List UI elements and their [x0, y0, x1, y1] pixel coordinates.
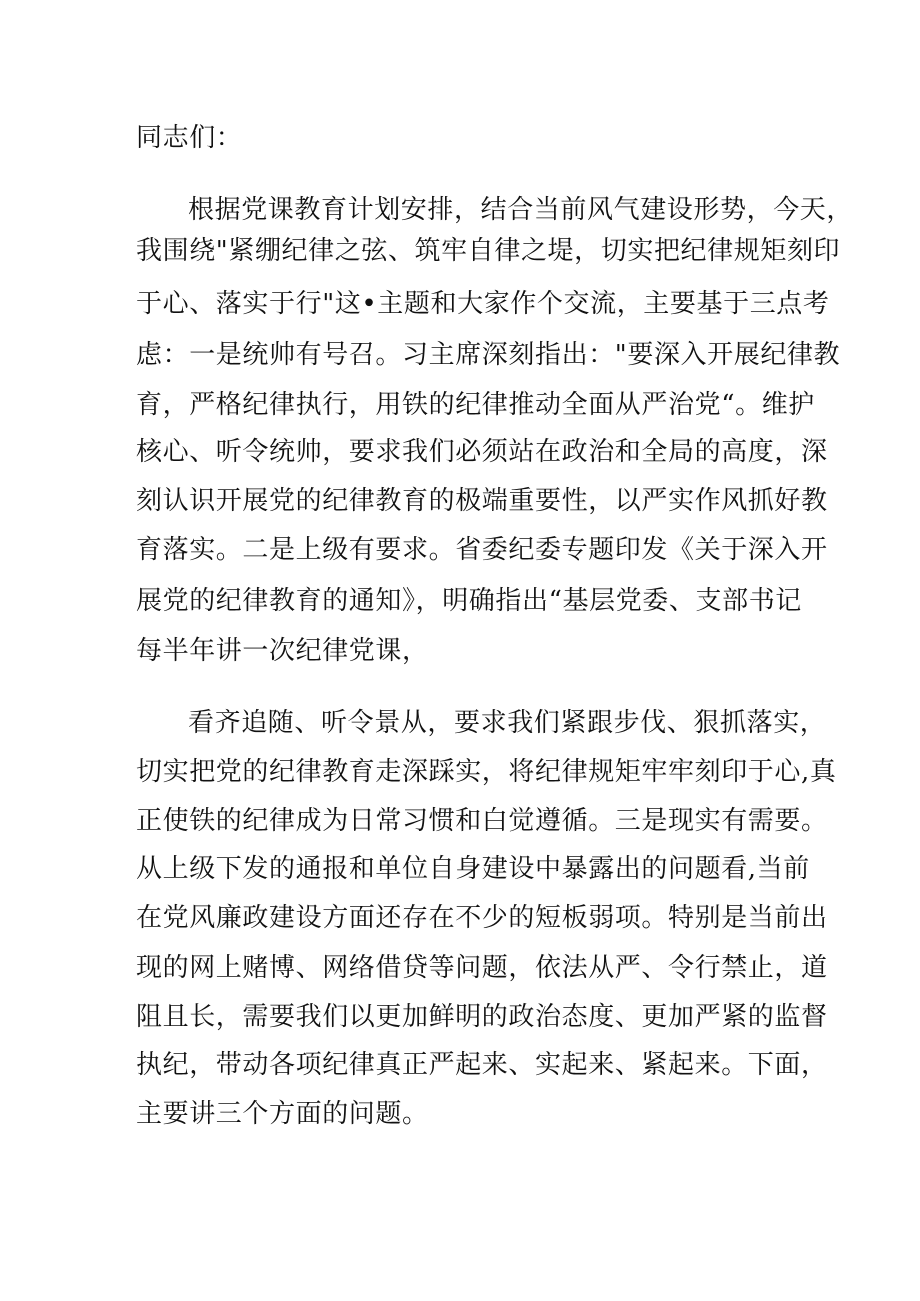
paragraph-line: 刻认识开展党的纪律教育的极端重要性，以严实作风抓好教 — [136, 486, 828, 516]
paragraph-line: 正使铁的纪律成为日常习惯和白觉遵循。三是现实有需要。 — [136, 806, 828, 836]
paragraph-line: 我围绕"紧绷纪律之弦、筑牢自律之堤，切实把纪律规矩刻印 — [136, 236, 841, 266]
paragraph-line: 切实把党的纪律教育走深踩实，将纪律规矩牢牢刻印于心,真 — [136, 757, 837, 787]
paragraph-line: 每半年讲一次纪律党课， — [136, 636, 429, 666]
paragraph-line: 根据党课教育计划安排，结合当前风气建设形势，今天， — [188, 195, 854, 225]
paragraph-line: 执纪，带动各项纪律真正严起来、实起来、紧起来。下面， — [136, 1050, 828, 1080]
paragraph-line: 育，严格纪律执行，用铁的纪律推动全面从严治党“。维护 — [136, 390, 815, 420]
salutation: 同志们： — [136, 123, 243, 153]
paragraph-line: 于心、落实于行"这•主题和大家作个交流，主要基于三点考 — [136, 289, 830, 319]
paragraph-line: 在党风廉政建设方面还存在不少的短板弱项。特别是当前出 — [136, 903, 828, 933]
paragraph-line: 主要讲三个方面的问题。 — [136, 1099, 429, 1129]
paragraph-line: 从上级下发的通报和单位自身建设中暴露出的问题看,当前 — [136, 854, 810, 884]
paragraph-line: 育落实。二是上级有要求。省委纪委专题印发《关于深入开 — [136, 535, 828, 565]
paragraph-line: 看齐追随、听令景从，要求我们紧跟步伐、狠抓落实， — [188, 708, 827, 738]
paragraph-line: 阻且长，需要我们以更加鲜明的政治态度、更加严紧的监督 — [136, 1002, 828, 1032]
paragraph-line: 展党的纪律教育的通知》，明确指出“基层党委、支部书记 — [136, 586, 802, 616]
paragraph-line: 虑：一是统帅有号召。习主席深刻指出："要深入开展纪律教 — [136, 340, 841, 370]
paragraph-line: 现的网上赌博、网络借贷等问题，依法从严、令行禁止，道 — [136, 953, 828, 983]
paragraph-line: 核心、听令统帅，要求我们必须站在政治和全局的高度，深 — [136, 437, 828, 467]
